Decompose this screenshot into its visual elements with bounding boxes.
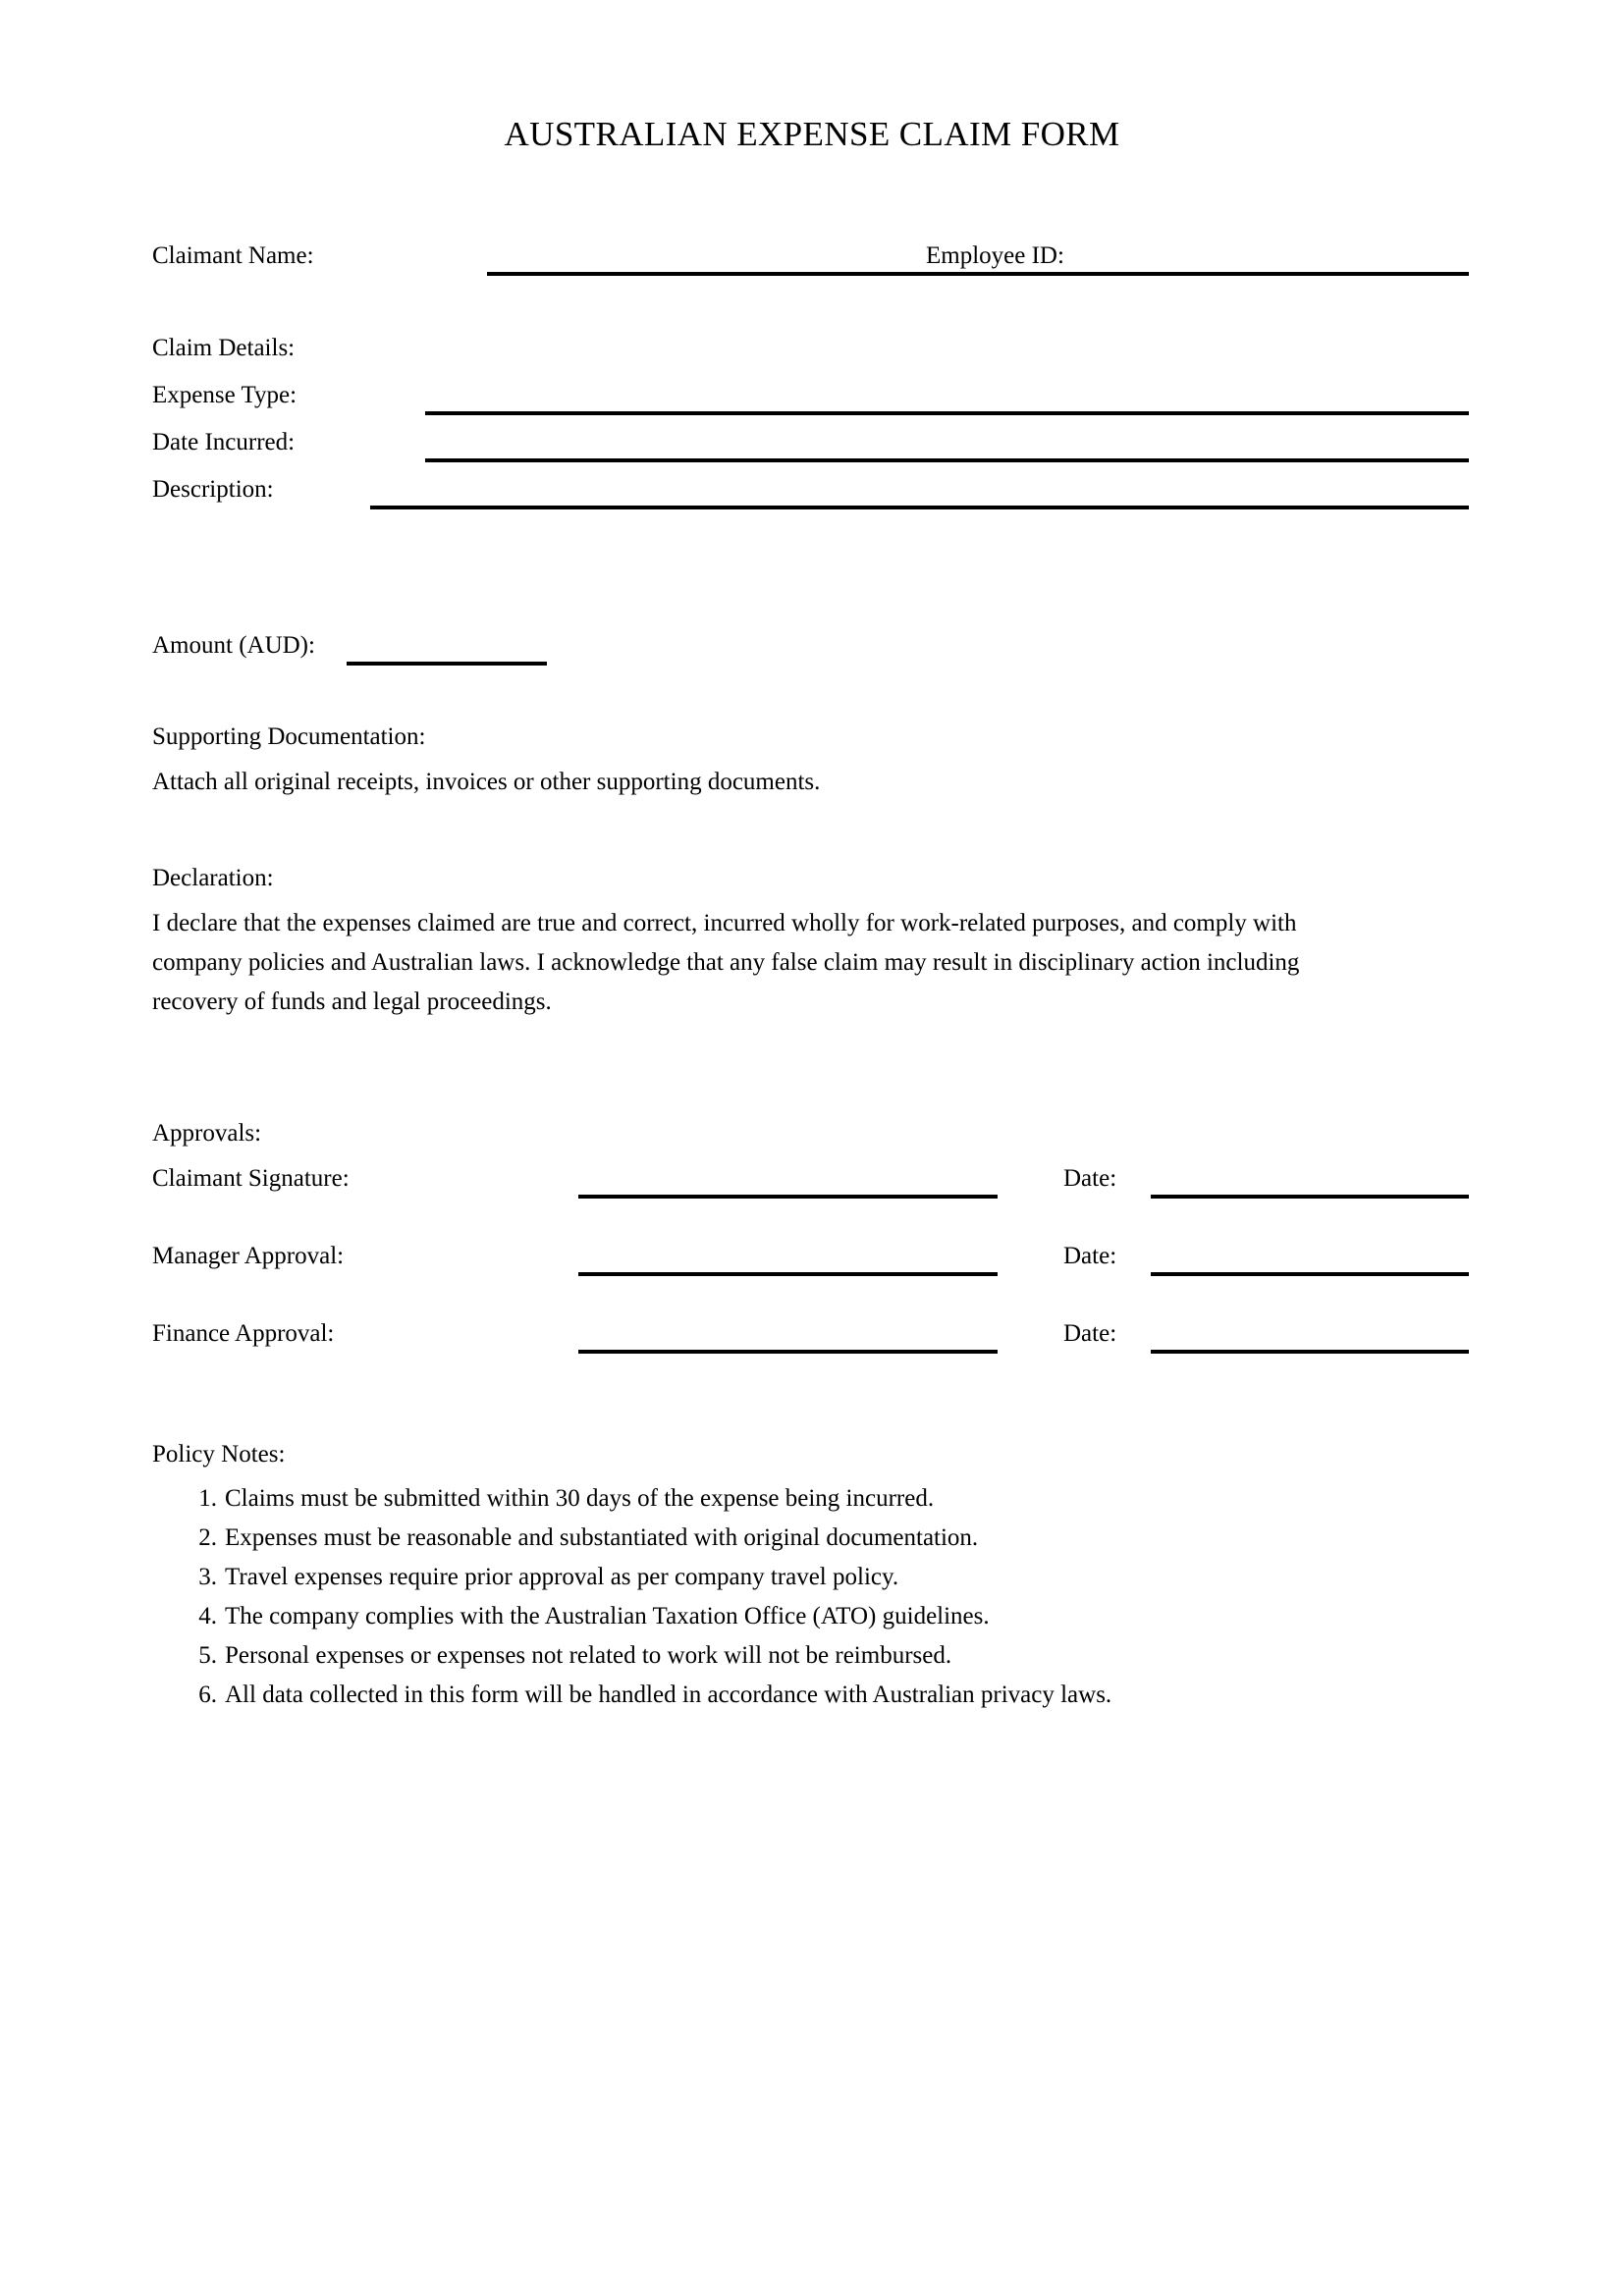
claimant-signature-label: Claimant Signature: — [152, 1165, 350, 1192]
policy-note-text: Expenses must be reasonable and substantiated with original documentation. — [225, 1524, 979, 1551]
finance-approval-date-label: Date: — [1063, 1320, 1117, 1347]
policy-notes-list — [152, 1479, 1495, 1715]
declaration-heading: Declaration: — [152, 865, 274, 891]
supporting-documentation-text: Attach all original receipts, invoices or other supporting documents. — [152, 769, 821, 795]
claim-details-heading: Claim Details: — [152, 335, 296, 361]
description-field[interactable] — [370, 506, 1469, 509]
supporting-documentation-heading: Supporting Documentation: — [152, 723, 426, 750]
manager-approval-field[interactable] — [578, 1272, 998, 1276]
policy-note-text: The company complies with the Australian Taxation Office (ATO) guidelines. — [225, 1603, 990, 1629]
policy-note-item — [180, 1479, 1495, 1519]
policy-note-item — [180, 1597, 1495, 1636]
policy-note-text: Personal expenses or expenses not related to work will not be reimbursed. — [225, 1642, 952, 1669]
policy-note-number: 2. — [198, 1524, 217, 1551]
approvals-heading: Approvals: — [152, 1120, 262, 1147]
manager-approval-label: Manager Approval: — [152, 1243, 345, 1269]
policy-note-number: 4. — [198, 1603, 217, 1629]
description-label: Description: — [152, 476, 274, 503]
finance-approval-date-field[interactable] — [1151, 1350, 1469, 1354]
claimant-name-and-employee-id-field[interactable] — [487, 272, 1469, 276]
claimant-signature-field[interactable] — [578, 1195, 998, 1199]
claimant-name-label: Claimant Name: — [152, 242, 314, 269]
manager-approval-date-field[interactable] — [1151, 1272, 1469, 1276]
declaration-line: company policies and Australian laws. I acknowledge that any false claim may result in disciplinary action including — [152, 949, 1300, 976]
finance-approval-field[interactable] — [578, 1350, 998, 1354]
policy-note-item — [180, 1636, 1495, 1676]
declaration-line: I declare that the expenses claimed are true and correct, incurred wholly for work-related purposes, and comply with — [152, 910, 1297, 936]
policy-note-item — [180, 1519, 1495, 1558]
policy-note-number: 5. — [198, 1642, 217, 1669]
claimant-signature-date-field[interactable] — [1151, 1195, 1469, 1199]
claimant-signature-date-label: Date: — [1063, 1165, 1117, 1192]
amount-aud-label: Amount (AUD): — [152, 632, 315, 659]
policy-note-text: All data collected in this form will be handled in accordance with Australian privacy laws. — [225, 1682, 1112, 1708]
amount-aud-field[interactable] — [347, 662, 547, 666]
manager-approval-date-label: Date: — [1063, 1243, 1117, 1269]
date-incurred-field[interactable] — [425, 458, 1469, 462]
policy-note-item — [180, 1558, 1495, 1597]
policy-notes-heading: Policy Notes: — [152, 1441, 286, 1468]
date-incurred-label: Date Incurred: — [152, 429, 296, 455]
policy-note-number: 1. — [198, 1485, 217, 1512]
policy-note-number: 6. — [198, 1682, 217, 1708]
policy-note-text: Travel expenses require prior approval as per company travel policy. — [225, 1564, 899, 1590]
policy-note-number: 3. — [198, 1564, 217, 1590]
policy-note-text: Claims must be submitted within 30 days of the expense being incurred. — [225, 1485, 935, 1512]
page-title: AUSTRALIAN EXPENSE CLAIM FORM — [504, 115, 1120, 153]
employee-id-label: Employee ID: — [926, 242, 1064, 269]
finance-approval-label: Finance Approval: — [152, 1320, 335, 1347]
policy-note-item — [180, 1676, 1495, 1715]
declaration-line: recovery of funds and legal proceedings. — [152, 988, 552, 1015]
expense-type-label: Expense Type: — [152, 382, 298, 408]
expense-type-field[interactable] — [425, 411, 1469, 415]
